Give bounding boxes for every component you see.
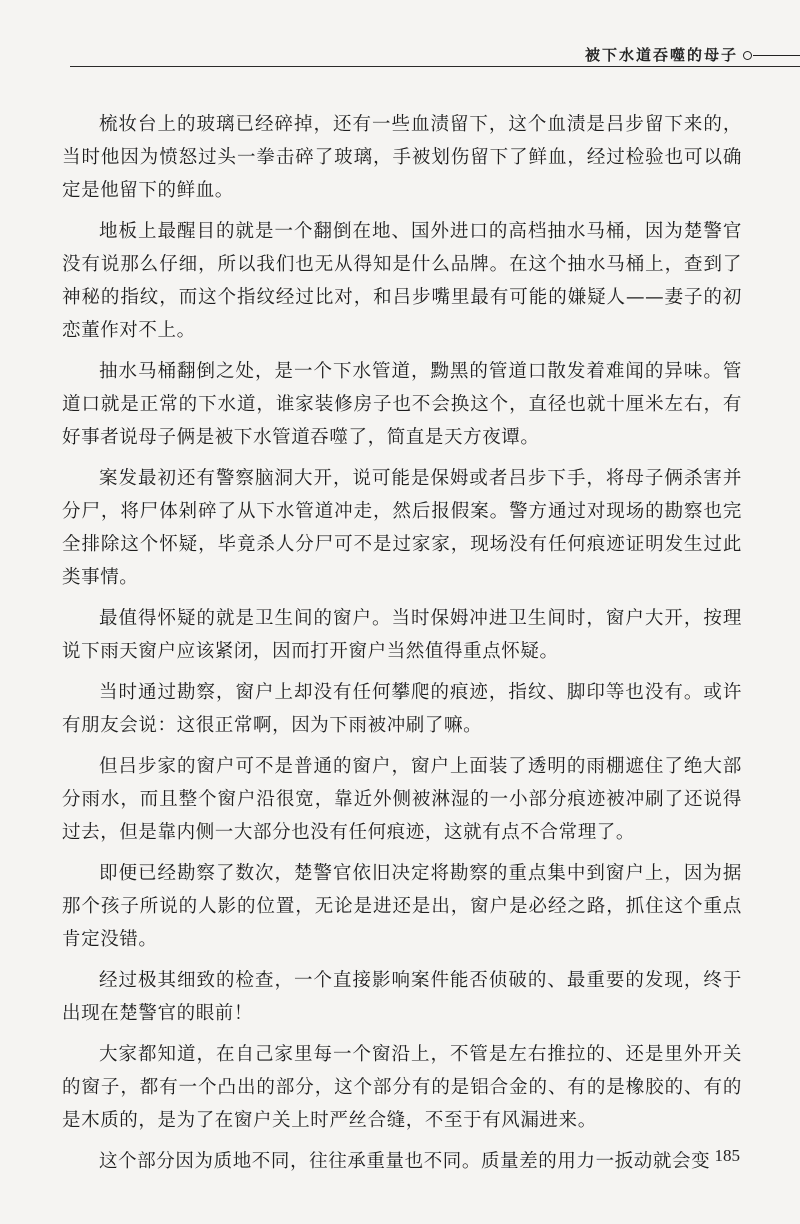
paragraph: 最值得怀疑的就是卫生间的窗户。当时保姆冲进卫生间时，窗户大开，按理说下雨天窗户应该紧闭，因而打开窗户当然值得重点怀疑。 <box>62 608 742 662</box>
paragraph: 经过极其细致的检查，一个直接影响案件能否侦破的、最重要的发现，终于出现在楚警官的眼前！ <box>62 970 742 1024</box>
header-rule <box>70 66 800 67</box>
header-ornament-line <box>753 55 800 56</box>
header-ornament-circle-icon <box>743 51 752 60</box>
paragraph: 这个部分因为质地不同，往往承重量也不同。质量差的用力一扳动就会变 <box>99 1151 711 1172</box>
running-title: 被下水道吞噬的母子 <box>584 46 738 64</box>
paragraph: 案发最初还有警察脑洞大开，说可能是保姆或者吕步下手，将母子俩杀害并分尸，将尸体剁碎了从下水管道冲走，然后报假案。警方通过对现场的勘察也完全排除这个怀疑，毕竟杀人分尸可不是过家家，现场没有任何痕迹证明发生过此类事情。 <box>62 468 742 588</box>
paragraph: 当时通过勘察，窗户上却没有任何攀爬的痕迹，指纹、脚印等也没有。或许有朋友会说：这很正常啊，因为下雨被冲刷了嘛。 <box>62 682 742 736</box>
paragraph: 抽水马桶翻倒之处，是一个下水管道，黝黑的管道口散发着难闻的异味。管道口就是正常的下水道，谁家装修房子也不会换这个，直径也就十厘米左右，有好事者说母子俩是被下水管道吞噬了，简直是天方夜谭。 <box>62 361 742 448</box>
running-header <box>0 0 800 70</box>
page-number: 185 <box>714 1146 740 1165</box>
paragraph: 梳妆台上的玻璃已经碎掉，还有一些血渍留下，这个血渍是吕步留下来的，当时他因为愤怒过头一拳击碎了玻璃，手被划伤留下了鲜血，经过检验也可以确定是他留下的鲜血。 <box>62 114 742 201</box>
paragraph: 地板上最醒目的就是一个翻倒在地、国外进口的高档抽水马桶，因为楚警官没有说那么仔细，所以我们也无从得知是什么品牌。在这个抽水马桶上，查到了神秘的指纹，而这个指纹经过比对，和吕步嘴里最有可能的嫌疑人——妻子的初恋董作对不上。 <box>62 221 742 341</box>
paragraph: 大家都知道，在自己家里每一个窗沿上，不管是左右推拉的、还是里外开关的窗子，都有一个凸出的部分，这个部分有的是铝合金的、有的是橡胶的、有的是木质的，是为了在窗户关上时严丝合缝，不至于有风漏进来。 <box>62 1044 742 1131</box>
page-body <box>62 108 742 1186</box>
paragraph: 即便已经勘察了数次，楚警官依旧决定将勘察的重点集中到窗户上，因为据那个孩子所说的人影的位置，无论是进还是出，窗户是必经之路，抓住这个重点肯定没错。 <box>62 863 742 950</box>
paragraph: 但吕步家的窗户可不是普通的窗户，窗户上面装了透明的雨棚遮住了绝大部分雨水，而且整个窗户沿很宽，靠近外侧被淋湿的一小部分痕迹被冲刷了还说得过去，但是靠内侧一大部分也没有任何痕迹，这就有点不合常理了。 <box>62 756 742 843</box>
